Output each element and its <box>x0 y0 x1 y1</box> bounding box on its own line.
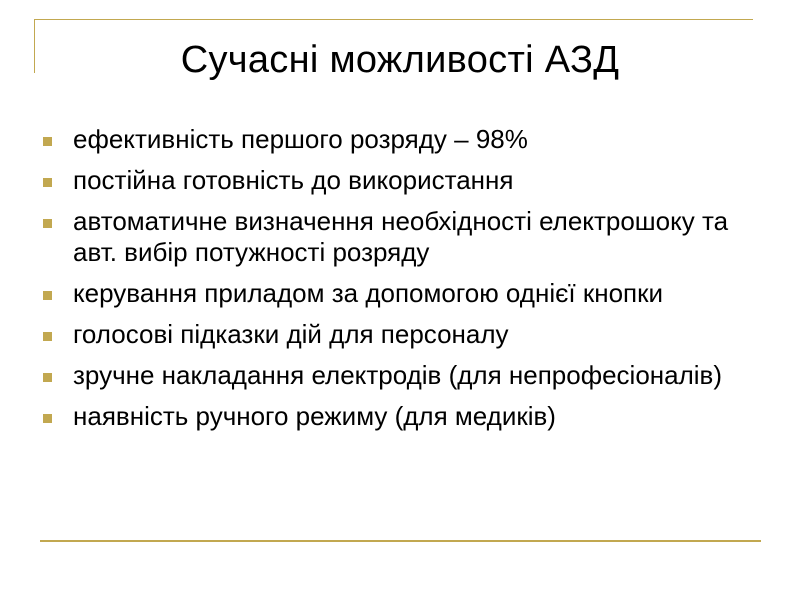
bullet-text: керування приладом за допомогою однієї кнопки <box>73 278 664 308</box>
bullet-text: ефективність першого розряду – 98% <box>73 124 528 154</box>
bullet-text: наявність ручного режиму (для медиків) <box>73 401 556 431</box>
bullet-item <box>40 165 760 196</box>
square-bullet-icon <box>43 373 52 382</box>
bullet-text: зручне накладання електродів (для непрофесіоналів) <box>73 360 723 390</box>
square-bullet-icon <box>43 332 52 341</box>
bullet-item <box>40 360 760 391</box>
bullet-item <box>40 319 760 350</box>
bullet-text: голосові підказки дій для персоналу <box>73 319 509 349</box>
bottom-divider <box>40 540 761 542</box>
bullet-list <box>40 124 760 442</box>
bullet-text: постійна готовність до використання <box>73 165 514 195</box>
square-bullet-icon <box>43 137 52 146</box>
square-bullet-icon <box>43 291 52 300</box>
bullet-item <box>40 401 760 432</box>
square-bullet-icon <box>43 178 52 187</box>
top-divider <box>34 19 753 20</box>
bullet-item <box>40 206 760 268</box>
bullet-text: автоматичне визначення необхідності електрошоку та авт. вибір потужності розряду <box>73 206 729 267</box>
square-bullet-icon <box>43 414 52 423</box>
slide-title: Сучасні можливості АЗД <box>180 39 620 81</box>
bullet-item <box>40 124 760 155</box>
bullet-item <box>40 278 760 309</box>
square-bullet-icon <box>43 219 52 228</box>
